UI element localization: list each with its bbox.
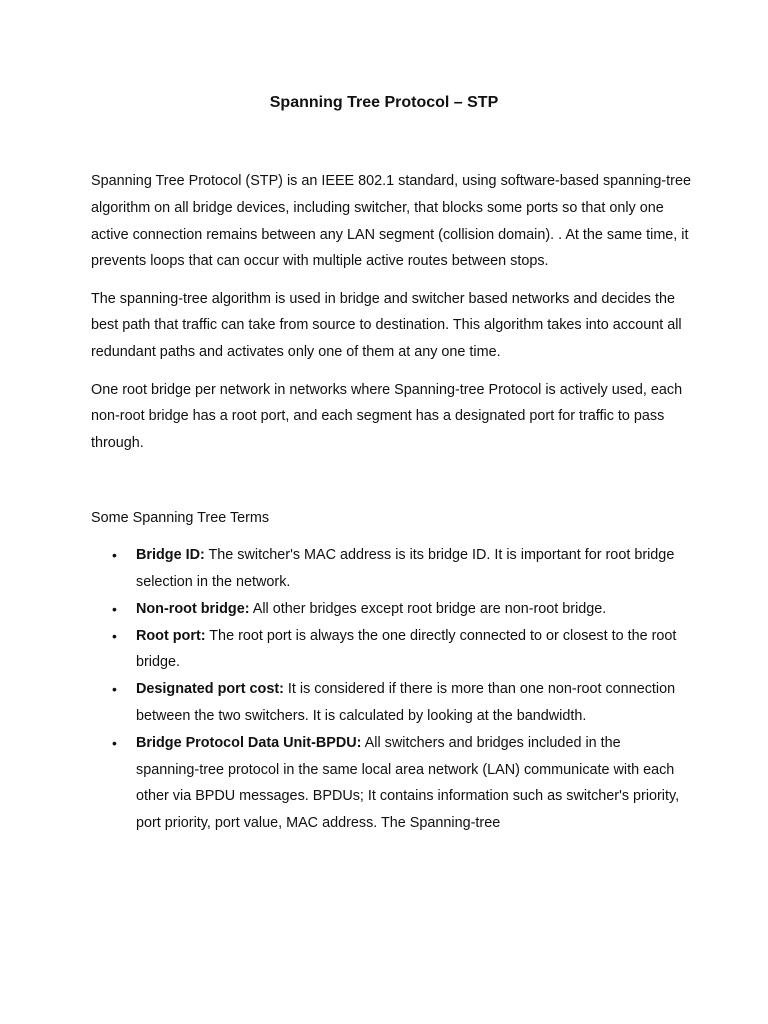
- algorithm-paragraph: The spanning-tree algorithm is used in bridge and switcher based networks and decides the best path that traffic can take from source to destination. This algorithm takes into account all redundant paths and activates only one of them at any one time.: [91, 290, 682, 361]
- term-definition: All other bridges except root bridge are non-root bridge.: [249, 600, 607, 617]
- list-item: [112, 676, 681, 730]
- bullet-icon: •: [112, 547, 117, 564]
- document-body: [91, 168, 691, 837]
- intro-paragraph: Spanning Tree Protocol (STP) is an IEEE 802.1 standard, using software-based spanning-tree algorithm on all bridge devices, including switcher, that blocks some ports so that only one active connection remains between any LAN segment (collision domain). . At the same time, it prevents loops that can occur with multiple active routes between stops.: [91, 173, 691, 270]
- term-definition: The switcher's MAC address is its bridge ID. It is important for root bridge selection in the network.: [136, 547, 675, 591]
- terms-list: [91, 542, 691, 837]
- term-definition: All switchers and bridges included in the spanning-tree protocol in the same local area network (LAN) communicate with each other via BPDU messages. BPDUs; It contains information such as switcher's priority, port priority, port value, MAC address. The Spanning-tree: [136, 734, 680, 832]
- term-definition: The root port is always the one directly connected to or closest to the root bridge.: [136, 627, 677, 671]
- term-name: Designated port cost:: [136, 681, 284, 698]
- list-item: [112, 623, 681, 677]
- list-item: [112, 596, 681, 623]
- bullet-icon: •: [112, 734, 117, 751]
- term-name: Bridge ID:: [136, 547, 205, 564]
- bullet-icon: •: [112, 627, 117, 644]
- term-definition: It is considered if there is more than one non-root connection between the two switchers. It is calculated by looking at the bandwidth.: [136, 681, 676, 725]
- list-item: [112, 730, 681, 837]
- term-name: Bridge Protocol Data Unit-BPDU:: [136, 734, 362, 751]
- root-bridge-paragraph: One root bridge per network in networks where Spanning-tree Protocol is actively used, each non-root bridge has a root port, and each segment has a designated port for traffic to pass through.: [91, 381, 683, 452]
- list-item: [112, 542, 681, 596]
- term-name: Root port:: [136, 627, 206, 644]
- document-title: Spanning Tree Protocol – STP: [269, 94, 499, 111]
- term-name: Non-root bridge:: [136, 600, 250, 617]
- bullet-icon: •: [112, 600, 117, 617]
- section-heading: Some Spanning Tree Terms: [91, 509, 270, 526]
- bullet-icon: •: [112, 681, 117, 698]
